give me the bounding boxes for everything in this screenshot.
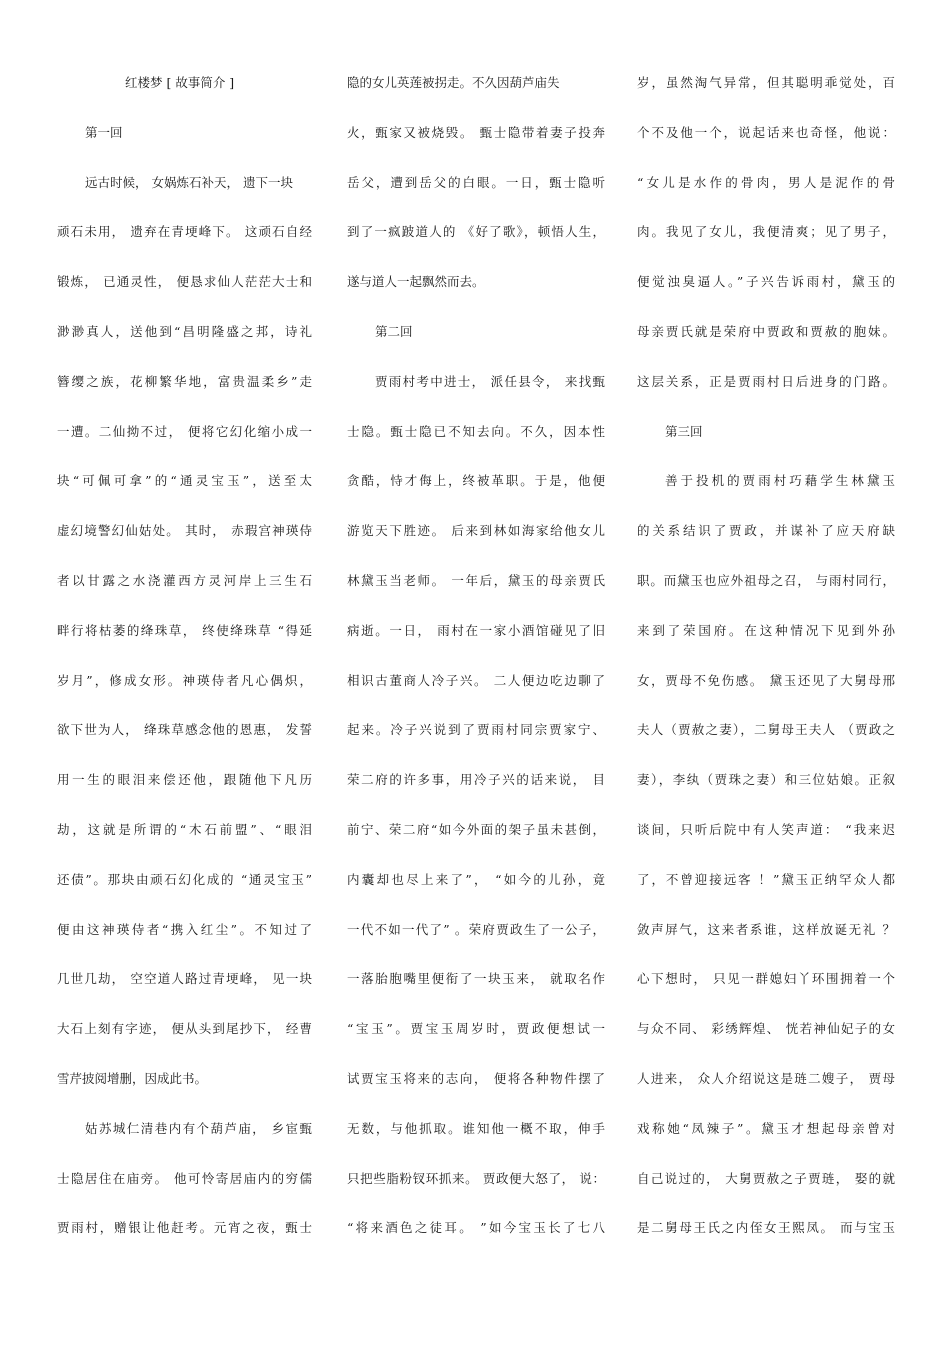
text-line: 块“可佩可拿”的“通灵宝玉”，送至太 — [57, 473, 312, 489]
text-line: 善于投机的贾雨村巧藉学生林黛玉 — [665, 473, 895, 489]
text-line: 欲下世为人， 绛珠草感念他的恩惠， 发誓 — [57, 722, 312, 738]
text-line: 便觉浊臭逼人。”子兴告诉雨村，黛玉的 — [637, 274, 895, 290]
text-line: 妻），李纨（贾珠之妻）和三位姑娘。正叙 — [637, 772, 895, 788]
text-line: 了，不曾迎接远客 ！”黛玉正纳罕众人都 — [637, 871, 895, 887]
text-line: 士隐居住在庙旁。 他可怜寄居庙内的穷儒 — [57, 1170, 312, 1186]
text-column-3 — [637, 70, 895, 1265]
text-line: 大石上刻有字迹， 便从头到尾抄下， 经曹 — [57, 1021, 312, 1037]
text-line: 来到了荣国府。在这种情况下见到外孙 — [637, 622, 895, 638]
text-line: 心下想时， 只见一群媳妇丫环围拥着一个 — [637, 971, 895, 987]
text-line: 病逝。一日， 雨村在一家小酒馆碰见了旧 — [347, 622, 605, 638]
text-line: 林黛玉当老师。 一年后，黛玉的母亲贾氏 — [347, 572, 605, 588]
text-line: 贪酷，恃才侮上，终被革职。于是，他便 — [347, 473, 605, 489]
text-line: 锻炼， 已通灵性， 便恳求仙人茫茫大士和 — [57, 274, 312, 290]
text-line: 肉。我见了女儿，我便清爽；见了男子， — [637, 224, 895, 240]
text-line: 这层关系，正是贾雨村日后进身的门路。 — [637, 373, 895, 389]
text-line: 岁月”，修成女形。神瑛侍者凡心偶炽， — [57, 672, 312, 688]
document-title: 红楼梦 [ 故事简介 ] — [125, 75, 235, 90]
text-line: “将来酒色之徒耳。 ”如今宝玉长了七八 — [347, 1220, 605, 1236]
text-line: 母亲贾氏就是荣府中贾政和贾赦的胞妹。 — [637, 323, 895, 339]
text-line: 谈间，只听后院中有人笑声道： “我来迟 — [637, 821, 895, 837]
text-line: 隐的女儿英莲被拐走。不久因葫芦庙失 — [347, 75, 560, 90]
text-line: 簪缨之族，花柳繁华地，富贵温柔乡”走 — [57, 373, 312, 389]
text-line: 荣二府的许多事，用冷子兴的话来说， 目 — [347, 772, 605, 788]
text-line: 士隐。甄士隐已不知去向。不久，因本性 — [347, 423, 605, 439]
text-line: 贾雨村，赠银让他赶考。元宵之夜，甄士 — [57, 1220, 312, 1236]
text-line: 者以甘露之水浇灌西方灵河岸上三生石 — [57, 572, 312, 588]
text-line: 相识古董商人冷子兴。 二人便边吃边聊了 — [347, 672, 605, 688]
text-line: 戏称她“凤辣子”。黛玉才想起母亲曾对 — [637, 1120, 895, 1136]
text-line: 夫人（贾赦之妻），二舅母王夫人 （贾政之 — [637, 722, 895, 738]
text-line: 虚幻境警幻仙姑处。 其时， 赤瑕宫神瑛侍 — [57, 523, 312, 539]
text-line: 自己说过的， 大舅贾赦之子贾琏， 娶的就 — [637, 1170, 895, 1186]
text-line: 畔行将枯萎的绛珠草， 终使绛珠草 “得延 — [57, 622, 312, 638]
text-line: 个不及他一个，说起话来也奇怪，他说： — [637, 124, 895, 140]
text-line: 劫，这就是所谓的“木石前盟”、“眼泪 — [57, 821, 312, 837]
text-line: 便由这神瑛侍者“携入红尘”。不知过了 — [57, 921, 312, 937]
chapter-heading: 第二回 — [375, 323, 413, 339]
text-line: 姑苏城仁清巷内有个葫芦庙， 乡宦甄 — [85, 1120, 312, 1136]
chapter-heading: 第一回 — [85, 124, 123, 140]
text-line: 与众不同、 彩绣辉煌、 恍若神仙妃子的女 — [637, 1021, 895, 1037]
chapter-heading: 第三回 — [665, 423, 703, 439]
text-line: 是二舅母王氏之内侄女王熙凤。 而与宝玉 — [637, 1220, 895, 1236]
text-line: 还债”。那块由顽石幻化成的 “通灵宝玉” — [57, 871, 312, 887]
text-line: 人进来， 众人介绍说这是琏二嫂子， 贾母 — [637, 1070, 895, 1086]
text-line: 起来。冷子兴说到了贾雨村同宗贾家宁、 — [347, 722, 605, 738]
text-line: “女儿是水作的骨肉，男人是泥作的骨 — [637, 174, 895, 190]
text-line: 岁，虽然淘气异常，但其聪明乖觉处，百 — [637, 75, 895, 90]
text-line: 遂与道人一起飘然而去。 — [347, 274, 485, 290]
text-line: 火，甄家又被烧毁。 甄士隐带着妻子投奔 — [347, 124, 605, 140]
text-line: “宝玉”。贾宝玉周岁时，贾政便想试一 — [347, 1021, 605, 1037]
text-line: 敛声屏气，这来者系谁，这样放诞无礼 ？ — [637, 921, 895, 937]
text-line: 顽石未用， 遗弃在青埂峰下。 这顽石自经 — [57, 224, 312, 240]
text-column-1 — [57, 70, 312, 1265]
chapter-heading: 远古时候， 女娲炼石补天， 遗下一块 — [85, 174, 293, 190]
text-line: 前宁、荣二府“如今外面的架子虽未甚倒， — [347, 821, 605, 837]
text-line: 雪芹披阅增删，因成此书。 — [57, 1070, 208, 1086]
text-line: 渺渺真人，送他到“昌明隆盛之邦，诗礼 — [57, 323, 312, 339]
text-line: 试贾宝玉将来的志向， 便将各种物件摆了 — [347, 1070, 605, 1086]
text-column-2 — [347, 70, 605, 1265]
text-line: 一遭。二仙拗不过， 便将它幻化缩小成一 — [57, 423, 312, 439]
text-line: 女，贾母不免伤感。 黛玉还见了大舅母邢 — [637, 672, 895, 688]
text-line: 的关系结识了贾政，并谋补了应天府缺 — [637, 523, 895, 539]
text-line: 无数，与他抓取。谁知他一概不取，伸手 — [347, 1120, 605, 1136]
text-line: 一落胎胞嘴里便衔了一块玉来， 就取名作 — [347, 971, 605, 987]
text-line: 职。而黛玉也应外祖母之召， 与雨村同行， — [637, 572, 895, 588]
text-line: 游览天下胜迹。 后来到林如海家给他女儿 — [347, 523, 605, 539]
text-line: 内囊却也尽上来了”， “如今的儿孙，竟 — [347, 871, 605, 887]
text-line: 几世几劫， 空空道人路过青埂峰， 见一块 — [57, 971, 312, 987]
text-line: 岳父，遭到岳父的白眼。一日，甄士隐听 — [347, 174, 605, 190]
text-line: 一代不如一代了” 。荣府贾政生了一公子， — [347, 921, 605, 937]
text-line: 只把些脂粉钗环抓来。 贾政便大怒了， 说： — [347, 1170, 605, 1186]
text-line: 用一生的眼泪来偿还他，跟随他下凡历 — [57, 772, 312, 788]
text-line: 到了一疯跛道人的 《好了歌》，顿悟人生， — [347, 224, 605, 240]
text-line: 贾雨村考中进士， 派任县令， 来找甄 — [375, 373, 605, 389]
